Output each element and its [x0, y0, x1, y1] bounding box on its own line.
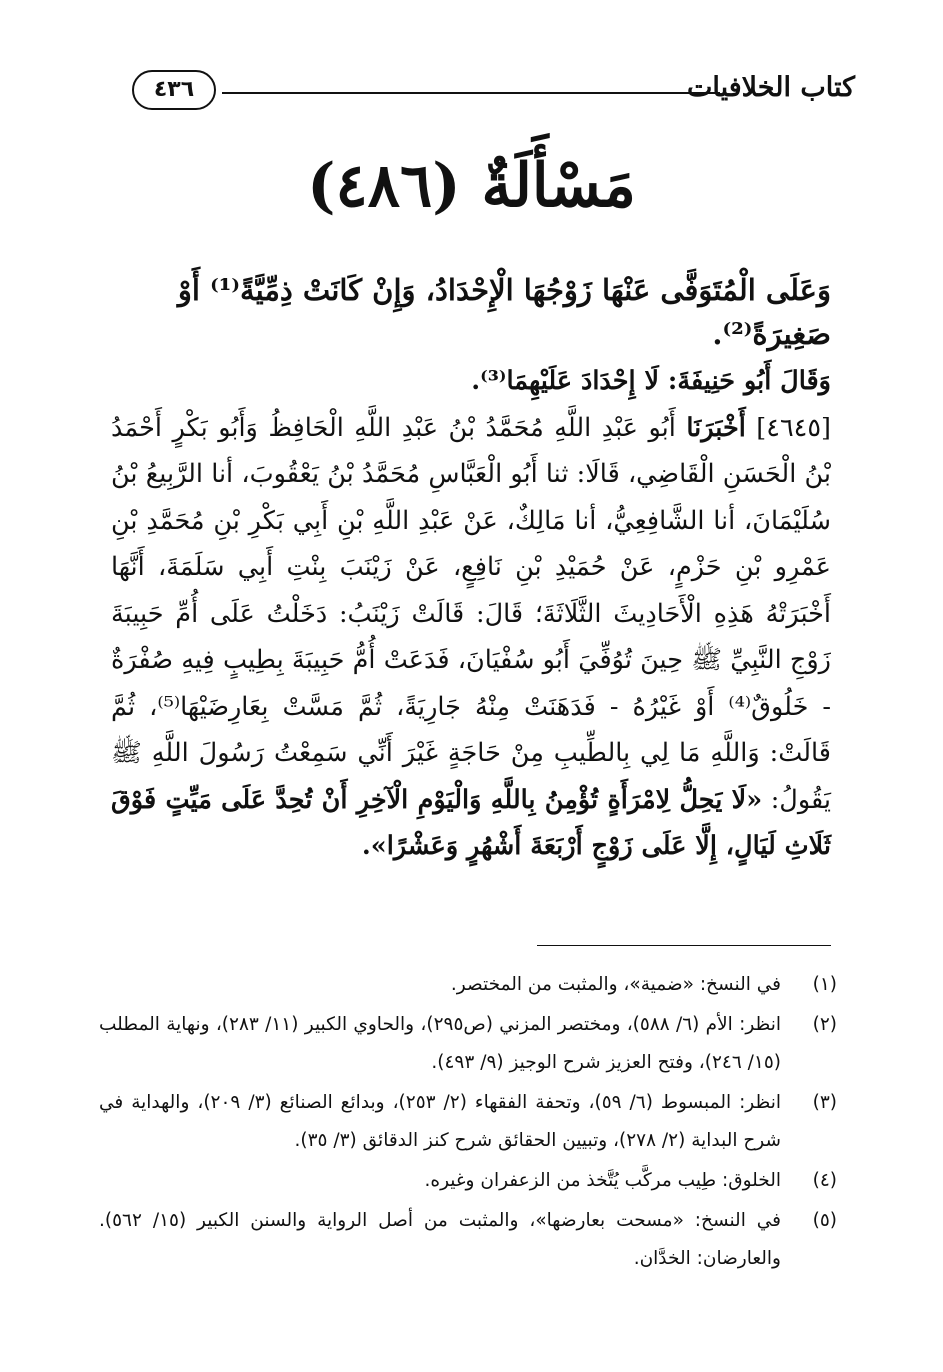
footnote-text: انظر: الأم (٦/ ٥٨٨)، ومختصر المزني (ص٢٩٥)، والحاوي الكبير (١١/ ٢٨٣)، ونهاية المطلب (١٥/ ٢٤٦)، وفتح العزيز شرح الوجيز (٩/ ٤٩٣).: [99, 1014, 782, 1073]
masala-heading: مَسْأَلَةٌ (٤٨٦): [307, 151, 636, 221]
akhbarana-word: أَخْبَرَنَا: [686, 412, 746, 443]
hanafi-view: وَقَالَ أَبُو حَنِيفَةَ: لَا إِحْدَادَ عَلَيْهِمَا⁽³⁾.: [471, 366, 831, 396]
footnote-separator: [537, 945, 831, 946]
ruling-statement: وَعَلَى الْمُتَوَفَّى عَنْهَا زَوْجُهَا الْإِحْدَادُ، وَإِنْ كَانَتْ ذِمِّيَّةً⁽¹⁾ أَوْ صَغِيرَةً⁽²⁾.: [177, 273, 831, 351]
footnote-item: [99, 1162, 837, 1200]
footnote-text: الخلوق: طِيب مركَّب يُتَّخذ من الزعفران وغيره.: [424, 1170, 781, 1191]
footnote-item: [99, 966, 837, 1004]
footnote-text: انظر: المبسوط (٦/ ٥٩)، وتحفة الفقهاء (٢/ ٢٥٣)، وبدائع الصنائع (٣/ ٢٠٩)، والهداية في شرح البداية (٢/ ٢٧٨)، وتبيين الحقائق شرح كنز الدقائق (٣/ ٣٥).: [99, 1092, 781, 1151]
footnotes: [99, 966, 837, 1280]
footnote-text: في النسخ: «مسحت بعارضها»، والمثبت من أصل الرواية والسنن الكبير (١٥/ ٥٦٢). والعارضان: الخدَّان.: [99, 1210, 781, 1269]
hadith-paragraph: [111, 405, 831, 870]
footnote-number: (٥): [812, 1210, 837, 1231]
header-rule: [222, 92, 720, 94]
hadith-number: [٤٦٤٥]: [756, 412, 831, 443]
footnote-text: في النسخ: «ضمية»، والمثبت من المختصر.: [450, 974, 781, 995]
prophetic-saying: «لَا يَحِلُّ لِامْرَأَةٍ تُؤْمِنُ بِاللَّهِ وَالْيَوْمِ الْآخِرِ أَنْ تُحِدَّ عَلَى مَيِّتٍ فَوْقَ ثَلَاثِ لَيَالٍ، إِلَّا عَلَى زَوْجٍ أَرْبَعَةَ أَشْهُرٍ وَعَشْرًا».: [111, 784, 831, 861]
footnote-number: (٤): [812, 1170, 837, 1191]
page-number: ٤٣٦: [132, 70, 216, 110]
main-text: [111, 358, 831, 870]
footnote-item: [99, 1084, 837, 1160]
running-header-title: كتاب الخلافيات: [686, 72, 855, 103]
footnote-item: [99, 1202, 837, 1278]
hadith-isnad: أَبُو عَبْدِ اللَّهِ مُحَمَّدُ بْنُ عَبْدِ اللَّهِ الْحَافِظُ وَأَبُو بَكْرٍ أَحْمَدُ بْنُ الْحَسَنِ الْقَاضِي، قَالَا: ثنا أَبُو الْعَبَّاسِ مُحَمَّدُ بْنُ يَعْقُوبَ، أنا الرَّبِيعُ بْنُ سُلَيْمَانَ، أنا الشَّافِعِيُّ، أنا مَالِكٌ، عَنْ عَبْدِ اللَّهِ بْنِ أَبِي بَكْرِ بْنِ مُحَمَّدِ بْنِ عَمْرِو بْنِ حَزْمٍ، عَنْ حُمَيْدِ بْنِ نَافِعٍ، عَنْ زَيْنَبَ بِنْتِ أَبِي سَلَمَةَ، أَنَّهَا أَخْبَرَتْهُ هَذِهِ الْأَحَادِيثَ الثَّلَاثَةَ؛ قَالَ: قَالَتْ زَيْنَبُ: دَخَلْتُ عَلَى أُمِّ حَبِيبَةَ زَوْجِ النَّبِيِّ ﷺ حِينَ تُوُفِّيَ أَبُو سُفْيَانَ، فَدَعَتْ أُمُّ حَبِيبَةَ بِطِيبٍ فِيهِ صُفْرَةٌ - خَلُوقٌ⁽⁴⁾ أَوْ غَيْرُهُ - فَدَهَنَتْ مِنْهُ جَارِيَةً، ثُمَّ مَسَّتْ بِعَارِضَيْهَا⁽⁵⁾، ثُمَّ قَالَتْ: وَاللَّهِ مَا لِي بِالطِّيبِ مِنْ حَاجَةٍ غَيْرَ أَنِّي سَمِعْتُ رَسُولَ اللَّهِ ﷺ يَقُولُ:: [111, 412, 832, 815]
footnote-number: (٣): [812, 1092, 837, 1113]
footnote-item: [99, 1006, 837, 1082]
footnote-number: (٢): [812, 1014, 837, 1035]
footnote-number: (١): [812, 974, 837, 995]
